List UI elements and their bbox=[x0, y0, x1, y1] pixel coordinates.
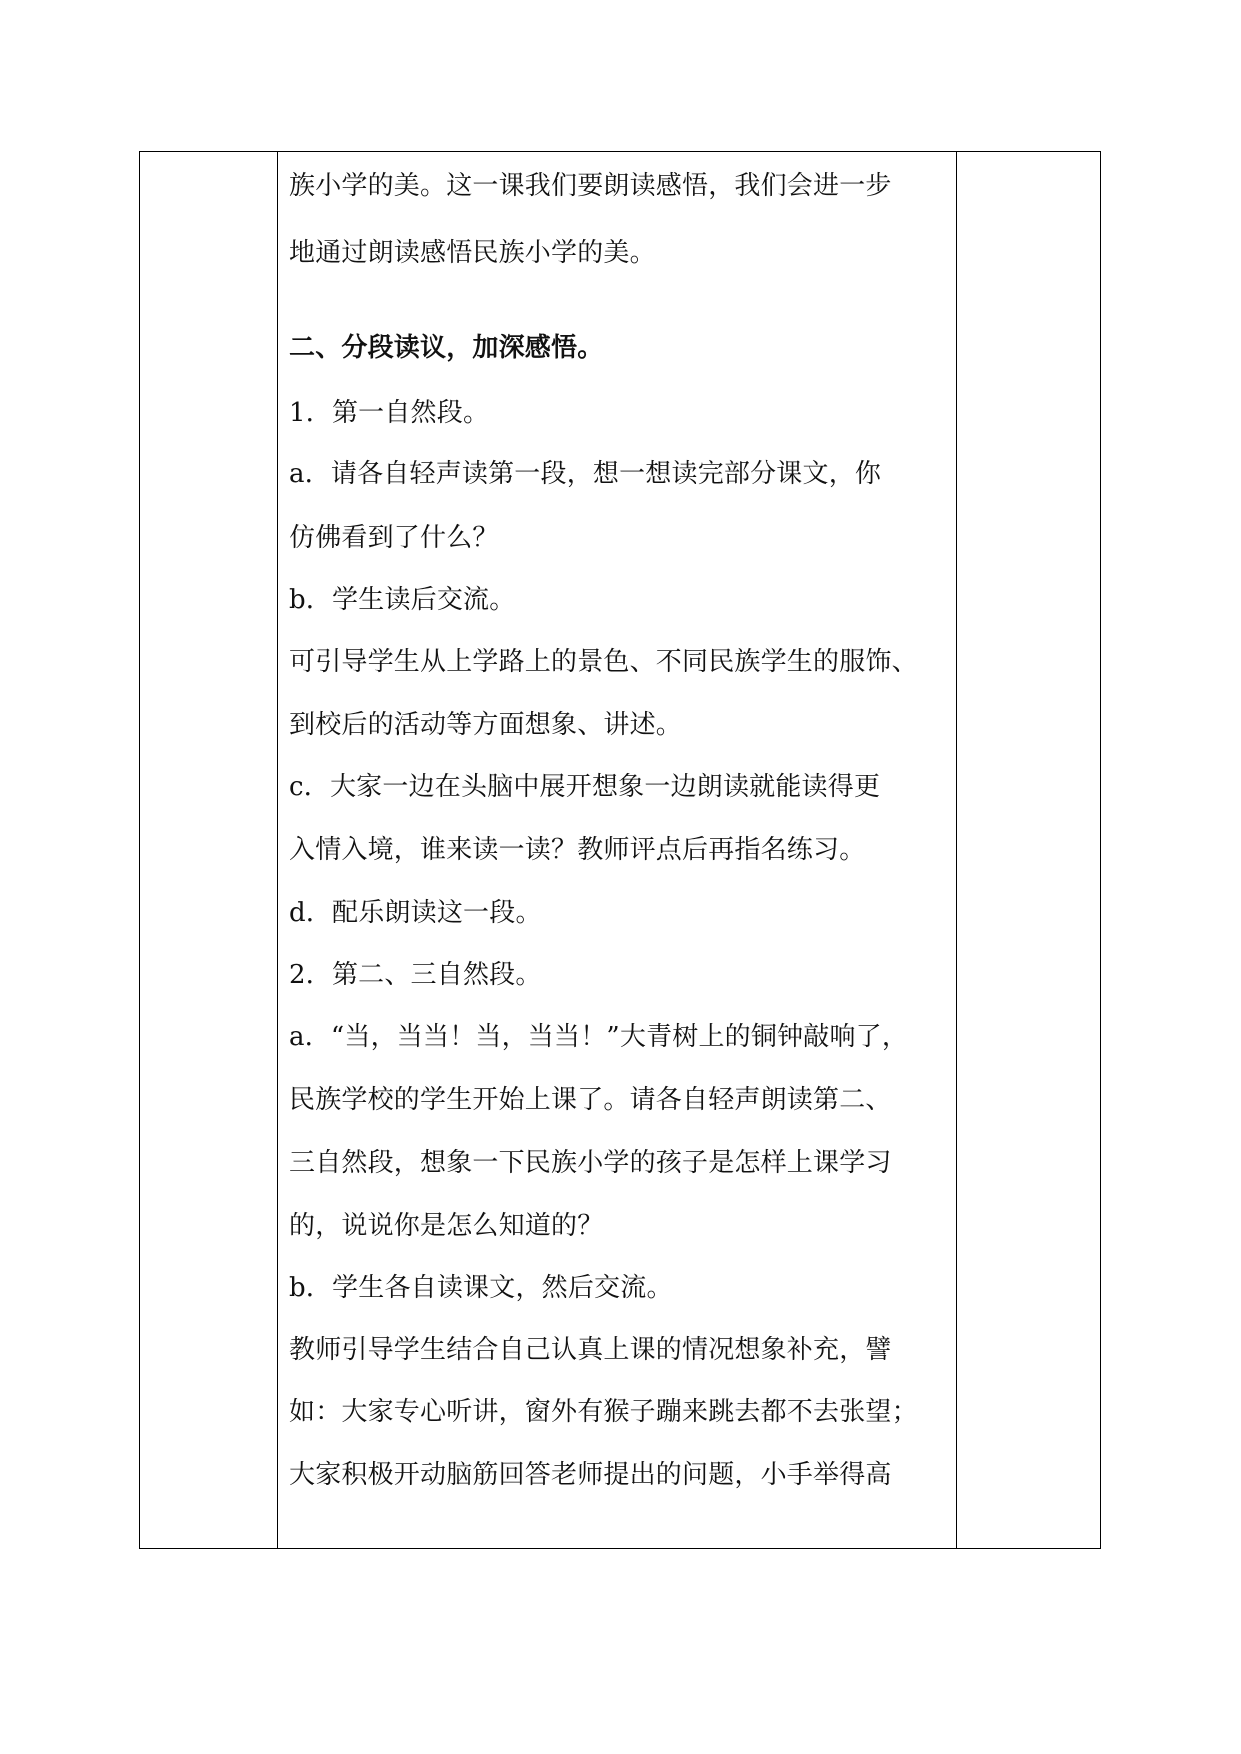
text-line: a．“当，当当！当，当当！”大青树上的铜钟敲响了， bbox=[289, 1022, 909, 1052]
text-line: 仿佛看到了什么？ bbox=[289, 523, 499, 553]
text-line: 教师引导学生结合自己认真上课的情况想象补充，譬 bbox=[289, 1335, 892, 1365]
text-line: 2．第二、三自然段。 bbox=[289, 960, 542, 990]
lesson-plan-table bbox=[139, 151, 1101, 1549]
text-line: b．学生读后交流。 bbox=[289, 585, 516, 615]
text-line: 1．第一自然段。 bbox=[289, 398, 490, 428]
text-line: 民族学校的学生开始上课了。请各自轻声朗读第二、 bbox=[289, 1085, 892, 1115]
text-line: 族小学的美。这一课我们要朗读感悟，我们会进一步 bbox=[289, 171, 892, 201]
text-line: a．请各自轻声读第一段，想一想读完部分课文，你 bbox=[289, 459, 882, 489]
text-line: 入情入境，谁来读一读？教师评点后再指名练习。 bbox=[289, 835, 866, 865]
text-line: 地通过朗读感悟民族小学的美。 bbox=[289, 238, 656, 268]
text-line: 到校后的活动等方面想象、讲述。 bbox=[289, 710, 683, 740]
text-line: b．学生各自读课文，然后交流。 bbox=[289, 1273, 673, 1303]
text-line: 可引导学生从上学路上的景色、不同民族学生的服饰、 bbox=[289, 647, 918, 677]
text-line: c．大家一边在头脑中展开想象一边朗读就能读得更 bbox=[289, 772, 881, 802]
text-line: d．配乐朗读这一段。 bbox=[289, 898, 542, 928]
text-line: 大家积极开动脑筋回答老师提出的问题，小手举得高 bbox=[289, 1460, 892, 1490]
text-line: 三自然段，想象一下民族小学的孩子是怎样上课学习 bbox=[289, 1148, 892, 1178]
table-column-divider-left bbox=[277, 152, 278, 1548]
text-line: 如：大家专心听讲，窗外有猴子蹦来跳去都不去张望； bbox=[289, 1397, 918, 1427]
text-line: 的，说说你是怎么知道的？ bbox=[289, 1211, 604, 1241]
section-heading: 二、分段读议，加深感悟。 bbox=[289, 333, 604, 363]
table-column-divider-right bbox=[956, 152, 957, 1548]
